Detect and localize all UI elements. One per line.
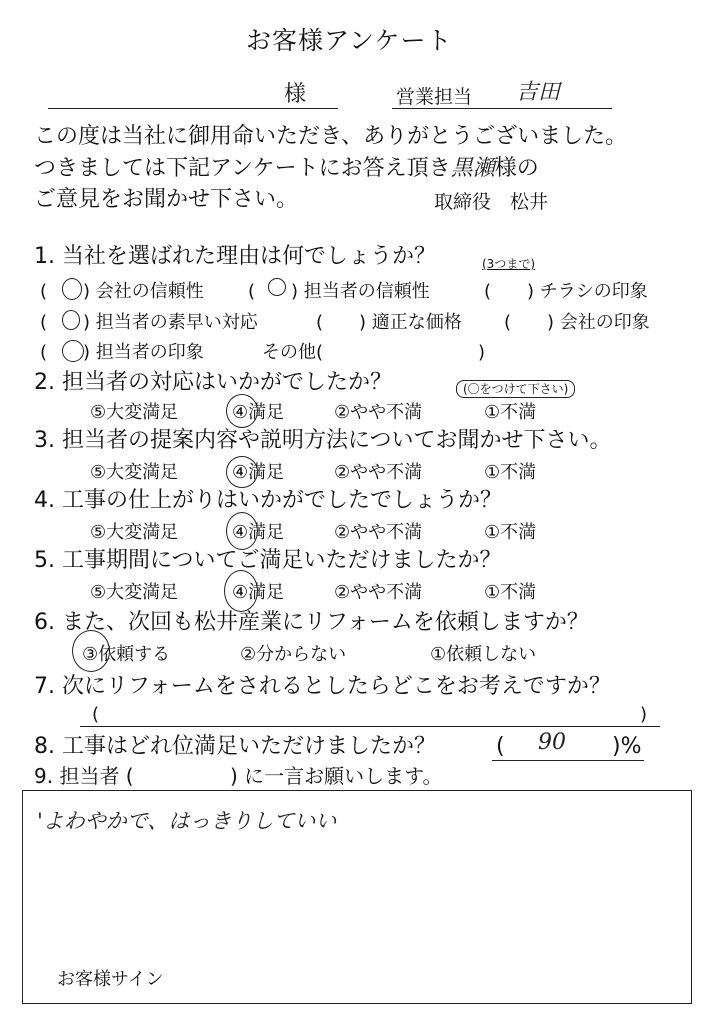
q8-value[interactable]: 90 xyxy=(538,730,566,755)
q3-opt-5[interactable]: ⑤大変満足 xyxy=(90,462,179,483)
q3-question: 3. 担当者の提案内容や説明方法についてお聞かせ下さい。 xyxy=(34,428,612,453)
intro-line-2b: 様の xyxy=(494,156,539,181)
page-title: お客様アンケート xyxy=(246,26,453,55)
q5-opt-1[interactable]: ①不満 xyxy=(484,582,537,603)
q1-mark-company-trust xyxy=(62,278,82,300)
q5-opt-4[interactable]: ④満足 xyxy=(232,582,285,603)
q2-selected-mark xyxy=(226,394,258,428)
q2-opt-2[interactable]: ②やや不満 xyxy=(334,402,423,423)
q6-opt-1[interactable]: ①依頼しない xyxy=(430,644,537,665)
q6-opt-2[interactable]: ②分からない xyxy=(240,644,347,665)
q4-opt-1[interactable]: ①不満 xyxy=(484,522,537,543)
q6-question: 6. また、次回も松井産業にリフォームを依頼しますか？ xyxy=(34,610,589,635)
q1-question: 1. 当社を選ばれた理由は何でしょうか？ xyxy=(34,244,436,269)
customer-honorific: 様 xyxy=(284,82,307,107)
q7-answer-line[interactable] xyxy=(80,726,660,727)
q1-opt-other[interactable]: その他( xyxy=(262,342,324,363)
q1-mark-staff-trust xyxy=(268,278,286,296)
comment-text: 'よわやかで、はっきりしていい xyxy=(37,809,337,833)
q4-opt-2[interactable]: ②やや不満 xyxy=(334,522,423,543)
q5-opt-2[interactable]: ②やや不満 xyxy=(334,582,423,603)
q5-opt-5[interactable]: ⑤大変満足 xyxy=(90,582,179,603)
q1-opt-quick-response[interactable]: ( ) 担当者の素早い対応 xyxy=(40,312,258,333)
comment-box[interactable] xyxy=(22,790,692,1004)
q8-open-paren: ( xyxy=(496,734,505,759)
q1-opt-other-close: ) xyxy=(478,342,486,363)
q5-selected-mark xyxy=(224,570,258,612)
q8-answer-line xyxy=(492,760,644,761)
q2-question: 2. 担当者の対応はいかがでしたか？ xyxy=(34,370,392,395)
q1-mark-quick-response xyxy=(62,310,80,330)
sales-rep-label: 営業担当 xyxy=(396,86,473,108)
q7-open-paren: ( xyxy=(92,704,100,725)
intro-line-3: ご意見をお聞かせ下さい。 xyxy=(34,187,299,212)
q4-opt-4[interactable]: ④満足 xyxy=(232,522,285,543)
sales-rep-line xyxy=(392,108,612,109)
q7-question: 7. 次にリフォームをされるとしたらどこをお考えですか？ xyxy=(34,674,611,699)
intro-line-2 xyxy=(34,158,539,180)
q1-opt-company-impression[interactable]: ( ) 会社の印象 xyxy=(504,312,650,333)
q4-question: 4. 工事の仕上がりはいかがでしたでしょうか？ xyxy=(34,488,502,513)
q5-question: 5. 工事期間についてご満足いただけましたか？ xyxy=(34,548,502,573)
q8-question: 8. 工事はどれ位満足いただけましたか？ xyxy=(34,734,436,759)
q4-selected-mark xyxy=(226,512,258,550)
q3-opt-4[interactable]: ④満足 xyxy=(232,462,285,483)
q2-opt-5[interactable]: ⑤大変満足 xyxy=(90,402,179,423)
q1-opt-staff-impression[interactable]: ( ) 担当者の印象 xyxy=(40,342,204,363)
q1-opt-fair-price[interactable]: ( ) 適正な価格 xyxy=(316,312,462,333)
q7-close-paren: ) xyxy=(640,704,648,725)
intro-line-1: この度は当社に御用命いただき、ありがとうございました。 xyxy=(34,124,628,149)
q9-question-b: ) に一言お願いします。 xyxy=(230,764,443,788)
q2-opt-1[interactable]: ①不満 xyxy=(484,402,537,423)
q1-mark-staff-impression xyxy=(62,340,84,362)
intro-line-2a: つきましては下記アンケートにお答え頂き xyxy=(34,156,451,181)
q2-opt-4[interactable]: ④満足 xyxy=(232,402,285,423)
intro-signature: 取締役 松井 xyxy=(434,191,549,213)
q6-opt-3[interactable]: ③依頼する xyxy=(82,644,171,665)
q6-selected-mark xyxy=(72,630,110,672)
q2-note: (〇をつけて下さい) xyxy=(456,380,575,398)
q3-opt-1[interactable]: ①不満 xyxy=(484,462,537,483)
q3-opt-2[interactable]: ②やや不満 xyxy=(334,462,423,483)
q1-opt-flyer[interactable]: ( ) チラシの印象 xyxy=(484,281,648,302)
q1-note: (3つまで) xyxy=(482,257,535,271)
q1-opt-company-trust[interactable]: ( ) 会社の信頼性 xyxy=(40,281,204,302)
customer-sign-label: お客様サイン xyxy=(57,969,164,990)
q3-selected-mark xyxy=(226,456,258,488)
q4-opt-5[interactable]: ⑤大変満足 xyxy=(90,522,179,543)
q1-opt-staff-trust[interactable]: ( ) 担当者の信頼性 xyxy=(248,281,430,302)
sales-rep-name: 吉田 xyxy=(516,80,561,105)
customer-name-line xyxy=(48,108,338,109)
q9-question-a: 9. 担当者 ( xyxy=(34,764,134,788)
customer-name: 黒瀬 xyxy=(450,156,495,181)
q8-close-paren: )% xyxy=(612,734,642,759)
